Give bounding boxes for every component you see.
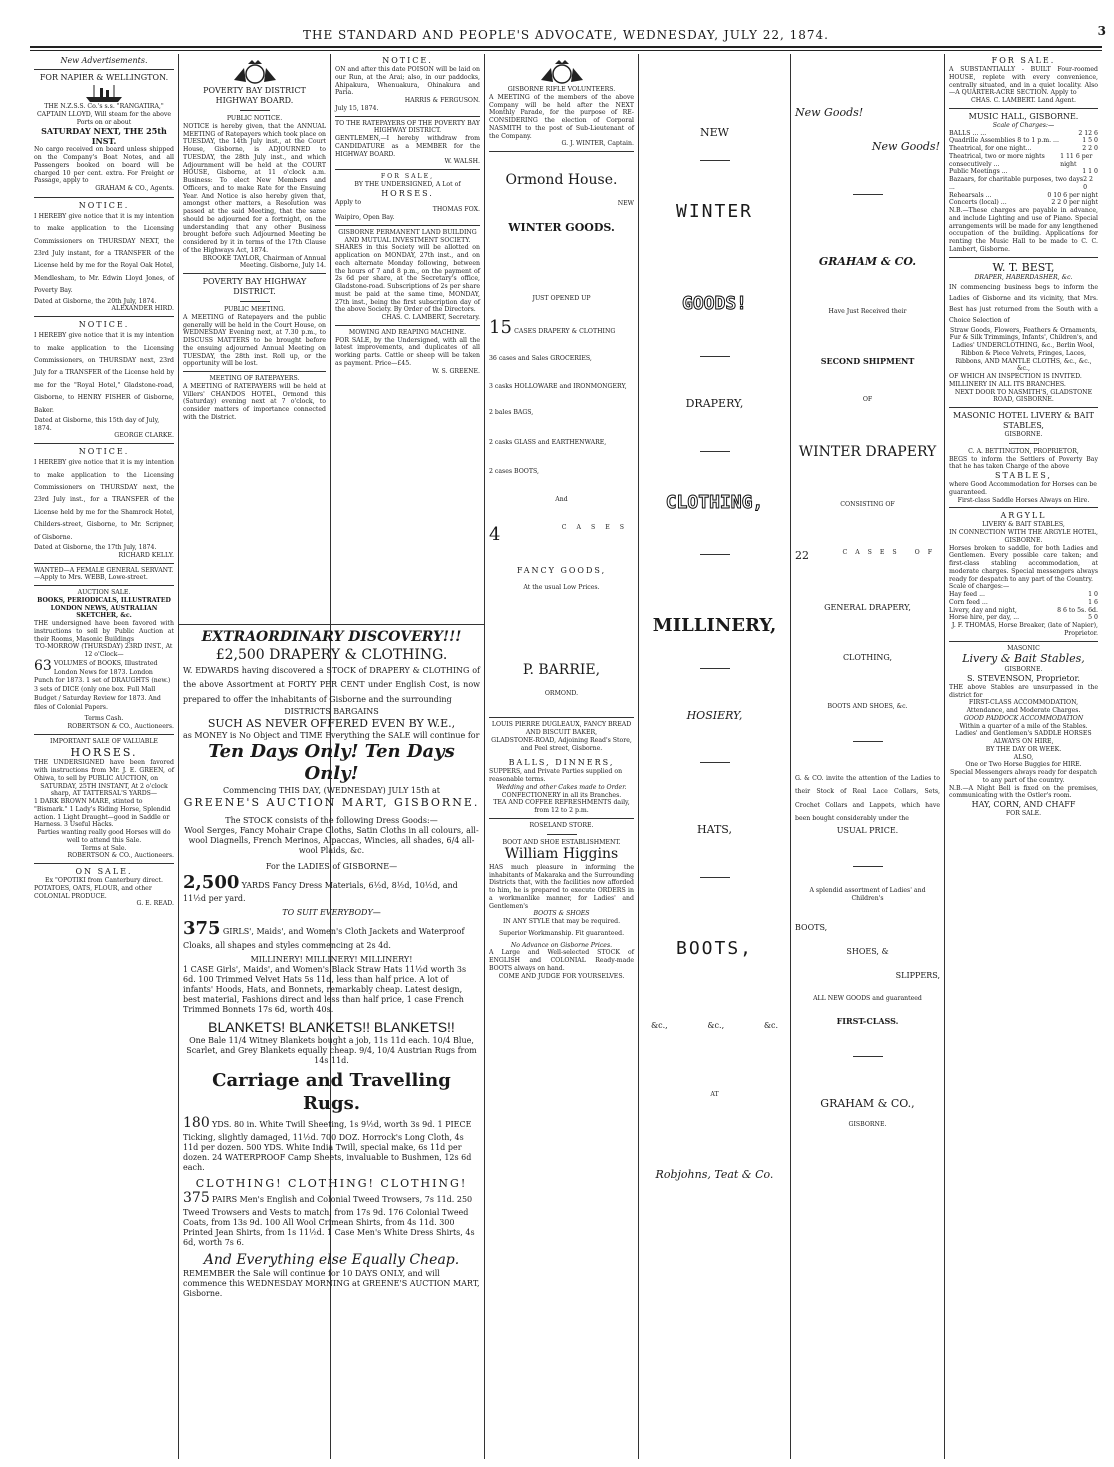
stevenson-special: Special Messengers always ready for despatch to any part of the country. [949, 769, 1097, 784]
horses-terms: Terms at Sale. [81, 844, 127, 852]
notice-title: NOTICE. [78, 320, 130, 330]
graham-of: OF [862, 396, 873, 403]
ad-case: 1 CASE Girls', Maids', and Women's Black Straw Hats 11½d worth 3s 6d. 100 Trimmed Velvet Hats 5s 11d, less than half price. A lot of infants' Hoods, Hats, and Bonnets, remarkably cheap. Latest design, best material, Fashions direct and less than half price, 1 case French Trimmed Bonnets 17s 6d, worth 40s. [183, 964, 467, 1014]
rtc-winter: WINTER [675, 200, 754, 222]
livery-title: Livery & Bait Stables, [962, 652, 1085, 666]
charge-price: 2 2 0 [1083, 176, 1093, 191]
argyll-sub: LIVERY & BAIT STABLES, [982, 521, 1065, 529]
stevenson-paddock: GOOD PADDOCK ACCOMMODATION [963, 714, 1084, 722]
rtc-hosiery: HOSIERY, [686, 708, 743, 722]
horses-date: SATURDAY, 25TH INSTANT, At 2 o'clock sharp, AT TATTERSAL'S YARDS— [40, 782, 168, 798]
rtc-millinery: MILLINERY, [652, 615, 777, 636]
ad-mart: GREENE'S AUCTION MART, GISBORNE. [183, 795, 480, 809]
auction-body: THE undersigned have been favored with instructions to sell by Public Auction at their Rooms, Masonic Buildings [34, 620, 174, 643]
higgins-body: HAS much pleasure in informing the inhabitants of Makaraka and the Surrounding Districts that, with the facilities now afforded to him, he is prepared to execute ORDERS in a workmanlike manner, for Ladies' and Gentlemen's [489, 863, 634, 910]
lpd-confect: CONFECTIONERY in all its Branches. [501, 791, 622, 799]
auction-signature: ROBERTSON & CO., Auctioneers. [67, 723, 174, 731]
rtc-goods: GOODS! [681, 293, 748, 315]
ad-suit: TO SUIT EVERYBODY— [282, 908, 381, 918]
masonic-place: GISBORNE. [1004, 431, 1043, 439]
ad-heading: HORSES. [381, 188, 434, 198]
charge-price: 0 10 6 per night [1047, 191, 1098, 199]
notice-date: July 15, 1874. [335, 104, 379, 112]
rtc-clothing: CLOTHING, [665, 491, 764, 513]
bett-stables-body: where Good Accommodation for Horses can be guaranteed. [949, 481, 1097, 496]
notice-title: NOTICE. [382, 56, 433, 65]
charge-price: 1 0 [1088, 591, 1098, 599]
ad-yards: YARDS Fancy Dress Materials, 6½d, 8½d, 10½d, and 11½d per yard. [183, 880, 458, 904]
ormond-groceries: 36 cases and Sales GROCERIES, [489, 355, 592, 363]
roseland-sub: BOOT AND SHOE ESTABLISHMENT. [502, 838, 621, 846]
ormond-drapery: CASES DRAPERY & CLOTHING [514, 327, 616, 335]
sale-body: A SUBSTANTIALLY - BUILT Four-roomed HOUSE, replete with every convenience, centrally situated, and in a quiet locality. Also—A QUARTER-ACRE SECTION. Apply to [949, 66, 1098, 97]
stevenson-byday: BY THE DAY OR WEEK. [985, 745, 1062, 753]
horses-pre: IMPORTANT SALE OF VALUABLE [50, 737, 158, 745]
lpd-balls: BALLS, DINNERS, [508, 758, 615, 768]
ad-body: FOR SALE, by the Undersigned, with all the latest improvements, and duplicates of all working parts. Cattle or sheep will be taken as payment. Price—£45. [335, 336, 480, 367]
ad-title: POVERTY BAY HIGHWAY DISTRICT. [202, 277, 307, 296]
charge-price: 2 2 0 [1082, 145, 1098, 152]
charge-row [949, 137, 1098, 145]
notice-signature: HARRIS & FERGUSON. [404, 97, 480, 104]
argyll-signature: J. F. THOMAS, Horse Breaker, (late of Napier), Proprietor. [951, 622, 1098, 637]
ormond-winter-goods: WINTER GOODS. [508, 221, 615, 235]
music-title: MUSIC HALL, GISBORNE. [968, 111, 1079, 121]
auction-number: 63 [34, 657, 52, 674]
horses-signature: ROBERTSON & CO., Auctioneers. [67, 852, 174, 860]
ad-body: THE N.Z.S.S. Co.'s s.s. "RANGATIRA," CAPTAIN LLOYD, Will steam for the above Ports on or about [36, 103, 172, 126]
charge-row [949, 199, 1098, 207]
ad-body: A MEETING of the members of the above Company will be held after the NEXT Monthly Parade, for the purpose of RE-CONSIDERING the election of Corporal NASMITH to the post of Sub-Lieutenant of the Company. [489, 93, 634, 140]
onsale-body: POTATOES, OATS, FLOUR, and other COLONIAL PRODUCE. [34, 884, 152, 900]
graham-gisborne: GISBORNE. [848, 1121, 887, 1129]
ad-everything: And Everything else Equally Cheap. [203, 1251, 460, 1268]
stevenson-saddle: Ladies' and Gentlemen's SADDLE HORSES ALWAYS ON HIRE, [955, 730, 1092, 746]
column-3 [331, 56, 484, 626]
rtc-boots: BOOTS, [675, 938, 754, 959]
lpd-title: LOUIS PIERRE DUGLEAUX, FANCY BREAD AND BISCUIT BAKER, [491, 721, 632, 736]
hay-title: HAY, CORN, AND CHAFF [971, 800, 1076, 810]
notice-title: NOTICE. [78, 200, 130, 210]
ad-title: POVERTY BAY DISTRICT HIGHWAY BOARD. [203, 86, 306, 105]
sale-signature: CHAS. C. LAMBERT. Land Agent. [971, 97, 1076, 104]
lpd-suppers: SUPPERS, and Private Parties supplied on reasonable terms. [489, 768, 623, 783]
charge-row [949, 591, 1098, 599]
charge-price: 1 1 0 [1082, 168, 1098, 176]
notice-date: Dated at Gisborne, this 15th day of July, 1874. [34, 416, 160, 432]
graham-slippers: SLIPPERS, [895, 970, 940, 980]
auction-title: AUCTION SALE. [77, 589, 131, 597]
ormond-fancy: FANCY GOODS, [516, 566, 607, 576]
charge-item: Livery, day and night, [949, 606, 1017, 614]
charge-item: Quadrille Assemblies 8 to 1 p.m. ... [949, 137, 1059, 145]
ad-number: 2,500 [183, 871, 240, 893]
ad-blankets-body: One Bale 11/4 Witney Blankets bought a job, 11s 11d each. 10/4 Blue, Scarlet, and Grey Blankets equally cheap. 9/4, 10/4 Austrian Rugs from 14s 11d. [186, 1036, 477, 1066]
ad-date: SATURDAY NEXT, THE 25th INST. [41, 126, 167, 147]
charge-item: Bazaars, for charitable purposes, two days ... [949, 176, 1084, 191]
ad-remember: REMEMBER the Sale will continue for 10 DAYS ONLY, and will commence this WEDNESDAY MORNING at GREENE'S AUCTION MART, Gisborne. [183, 1269, 480, 1299]
graham-usual: USUAL PRICE. [836, 826, 899, 836]
auction-date: TO-MORROW (THURSDAY) 23RD INST., At 12 o'Clock— [35, 643, 173, 659]
bett-stables: STABLES, [995, 471, 1052, 481]
ad-title: FOR SALE, [380, 173, 435, 180]
ad-millinery: MILLINERY! MILLINERY! MILLINERY! [250, 954, 413, 964]
ad-body: A MEETING of Ratepayers and the public generally will be held in the Court House, on WEDNESDAY Evening next, at 7.30 p.m., to DISCUSS MATTERS to be brought before the ensuing adjourned Annual Meeting on TUESDAY, the 28th inst. Roll up, or the opportunity will be lost. [183, 313, 326, 368]
bett-name: C. A. BETTINGTON, PROPRIETOR, [968, 447, 1079, 455]
barrie-place: ORMOND. [544, 689, 579, 697]
graham-new-2: New Goods! [871, 139, 940, 153]
roseland-title: ROSELAND STORE. [529, 821, 594, 829]
horses-note: Parties wanting really good Horses will do well to attend this Sale. [37, 829, 171, 844]
wanted-ad: WANTED—A FEMALE GENERAL SERVANT.—Apply to Mrs. WEBB, Lowe-street. [34, 566, 174, 582]
higgins-style: IN ANY STYLE that may be required. [502, 918, 621, 925]
best-name: W. T. BEST, [992, 260, 1055, 274]
rtc-new: NEW [700, 126, 729, 139]
charge-item: BALLS ... ... [949, 129, 987, 137]
lpd-tea: TEA AND COFFEE REFRESHMENTS daily, from 12 to 2 p.m. [493, 799, 630, 814]
music-scale: Scale of Charges:— [992, 121, 1055, 129]
ad-title: FOR NAPIER & WELLINGTON. [39, 73, 169, 82]
newspaper-title: THE STANDARD AND PEOPLE'S ADVOCATE, WEDNESDAY, JULY 22, 1874. [302, 28, 829, 42]
lpd-wedding: Wedding and other Cakes made to Order. [496, 783, 627, 791]
auction-terms: Terms Cash. [84, 715, 124, 723]
rtc-etc: &c., [707, 1020, 725, 1030]
charge-item: Concerts (local) ... [949, 199, 1007, 207]
ad-text: No cargo received on board unless shipped on the Company's Boat Notes, and all Passengers booked on board will be charged 10 per cent. extra. For Freight or Passage, apply to [34, 146, 174, 185]
ad-stock: The STOCK consists of the following Dress Goods:— [225, 815, 438, 825]
notice-signature: GEORGE CLARKE. [114, 432, 174, 440]
ad-commencing: Commencing THIS DAY, (WEDNESDAY) JULY 15th at [223, 785, 440, 795]
barrie-name: P. BARRIE, [522, 662, 601, 678]
higgins-stock: A Large and Well-selected STOCK of ENGLISH and COLONIAL Ready-made BOOTS always on hand. [489, 949, 634, 972]
royal-crest-icon [537, 58, 587, 84]
horses-items: 1 DARK BROWN MARE, stinted to "Bismark." 1 Lady's Riding Horse, Splendid action. 1 Light Draught—good in Saddle or Harness. 3 Useful Hacks. [34, 798, 171, 829]
ad-yds: YDS. 80 in. White Twill Sheeting, 1s 9½d, worth 3s 9d. 1 PIECE Ticking, slightly damaged, 11½d. 700 DOZ. Horrock's Long Cloth, 4s 11d per dozen. 500 YDS. White India Twill, special make, 6s 11d per dozen. 24 WATERPROOF Camp Sheets, invaluable to Bushmen, 12s 6d each. [183, 1120, 472, 1172]
ad-pairs: PAIRS Men's English and Colonial Tweed Trowsers, 7s 11d. 250 Tweed Trowsers and Vests to match, from 17s 9d. 176 Colonial Tweed Coats, from 13s 9d. 100 All Wool Crimean Shirts, from 4s 11d. 300 Printed Jean Shirts, from 1s 11½d. 1 Case Men's White Dress Shirts, 4s 6d, worth 7s 6. [183, 1195, 475, 1247]
graham-boots: BOOTS AND SHOES, &c. [827, 702, 908, 710]
ad-subtitle: PUBLIC MEETING. [223, 306, 286, 313]
charge-item: Rehearsals ... [949, 191, 992, 199]
ad-apply: Apply to [335, 198, 362, 206]
notice-body: ON and after this date POISON will be laid on our Run, at the Arai; also, in our paddocks, Ahipakura, Whenuakura, Ohinakura and Paria. [335, 66, 480, 97]
best-millinery: MILLINERY IN ALL ITS BRANCHES. [949, 380, 1066, 388]
column-1 [30, 56, 178, 1456]
ad-money: as MONEY is No Object and TIME Everything the SALE will continue for [183, 730, 480, 740]
onsale-title: ON SALE. [75, 867, 133, 877]
charge-row [949, 599, 1098, 607]
charge-price: 1 11 6 per night [1060, 152, 1093, 168]
notice-body: I HEREBY give notice that it is my intention to make application to the Licensing Commissioners on THURSDAY next, the 23rd July inst., for a TRANSFER of the License held by me for the Shamrock Hotel, Childers-street, Gisborne, to Mr. Scripner, of Gisborne. [34, 459, 174, 541]
higgins-no-advance: No Advance on Gisborne Prices. [510, 941, 613, 949]
stevenson-accom: FIRST-CLASS ACCOMMODATION, [968, 699, 1079, 707]
column-4 [485, 56, 638, 1456]
column-5 [639, 56, 790, 1456]
charge-row [949, 614, 1098, 622]
royal-crest-icon [230, 58, 280, 84]
best-address: NEXT DOOR TO NASMITH'S, GLADSTONE ROAD, GISBORNE. [954, 388, 1093, 404]
ad-signature: GRAHAM & CO., Agents. [95, 185, 174, 192]
best-body: IN commencing business begs to inform the Ladies of Gisborne and its vicinity, that Mrs. Best has just returned from the South with a Choice Selection of [949, 284, 1098, 325]
rtc-at: AT [710, 1090, 719, 1098]
ad-body: SHARES in this Society will be allotted on application on MONDAY, 27th inst., and on each alternate Monday following, between the hours of 7 and 8 p.m., on the payment of 2s 6d per share, at the Secretary's office, Gladstone-road. Subscriptions of 2s per share must be paid at the same time, MONDAY, 27th inst., being the first subscription day of the above Society. By Order of the Directors. [335, 244, 480, 314]
ad-ladies: For the LADIES of GISBORNE— [265, 861, 398, 871]
ad-body: GENTLEMEN,—I hereby withdraw from CANDIDATURE as a MEMBER for the HIGHWAY BOARD. [335, 135, 480, 158]
charge-price: 1 5 0 [1082, 137, 1098, 145]
graham-attention: G. & CO. invite the attention of the Ladies to their Stock of Real Lace Collars, Sets, Crochet Collars and Lappets, which have been bought considerably under the [795, 774, 940, 823]
graham-guaranteed: ALL NEW GOODS and guaranteed [813, 994, 922, 1002]
stevenson-night: N.B.—A Night Bell is fixed on the premises, communicating with the Ostler's room. [949, 784, 1098, 800]
ad-title: GISBORNE RIFLE VOLUNTEERS. [507, 86, 616, 93]
onsale-signature: G. E. READ. [136, 900, 174, 908]
ad-title: MOWING AND REAPING MACHINE. [348, 328, 467, 336]
ad-signature: W. WALSH. [444, 158, 480, 166]
ad-headline: EXTRAORDINARY DISCOVERY!!! [201, 629, 462, 645]
charge-row [949, 176, 1098, 192]
higgins-superior: Superior Workmanship. Fit guaranteed. [498, 929, 625, 937]
masonic-title: MASONIC HOTEL LIVERY & BAIT STABLES, [953, 411, 1094, 431]
ad-girls: GIRLS', Maids', and Women's Cloth Jackets and Waterproof Cloaks, all shapes and styles commencing at 2s 4d. [183, 927, 465, 950]
top-rule [30, 46, 1102, 48]
higgins-boots: BOOTS & SHOES [533, 910, 590, 918]
ad-title: GISBORNE PERMANENT LAND BUILDING AND MUTUAL INVESTMENT SOCIETY. [338, 228, 477, 244]
ad-number: 375 [183, 1190, 210, 1207]
ormond-title: Ormond House. [505, 172, 618, 188]
graham-shoes: SHOES, & [846, 946, 889, 956]
graham-name-2: GRAHAM & CO., [820, 1097, 915, 1111]
ormond-cases: CASES [561, 523, 634, 531]
ormond-bales: 2 bales BAGS, [489, 408, 534, 416]
steamship-icon [84, 83, 124, 103]
best-inspect: OF WHICH AN INSPECTION IS INVITED. [949, 373, 1082, 381]
ad-body: NOTICE is hereby given, that the ANNUAL MEETING of Ratepayers which took place on TUESDAY, the 14th July inst., at the Court House, Gisborne, is ADJOURNED to TUESDAY, the 28th July inst., and which Adjournment will be held at the COURT HOUSE, Gisborne, at 11 o'clock a.m. Business: To elect New Members and Officers, and to make Rate for the Ensuing Year. And Notice is also hereby given that, amongst other matters, a Resolution was passed at the said Meeting, that the same should be adjourned for a fortnight, on the understanding that any other Business brought before such Adjourned Meeting be considered by it in terms of the 17th Clause of the Highways Act, 1874. [183, 122, 326, 254]
graham-consisting: CONSISTING OF [840, 501, 895, 509]
charge-price: 2 2 0 per night [1051, 199, 1098, 207]
charge-row [949, 130, 1098, 138]
notice-date: Dated at Gisborne, the 17th July, 1874. [34, 544, 157, 552]
notice-signature: ALEXANDER HIRD. [111, 305, 174, 313]
ad-number: 180 [183, 1115, 210, 1132]
sale-title: FOR SALE. [991, 56, 1056, 65]
ad-blankets: BLANKETS! BLANKETS!! BLANKETS!! [208, 1018, 455, 1035]
column-6 [791, 56, 944, 1456]
ad-bargains: DISTRICTS BARGAINS [284, 707, 379, 717]
stevenson-buggies: One or Two Horse Buggies for HIRE. [965, 761, 1082, 769]
ad-body: A MEETING of RATEPAYERS will be held at Villers' CHANDOS HOTEL, Ormond this (Saturday) evening next at 7 o'clock, to consider matters of importance connected with the District. [183, 382, 326, 421]
rtc-drapery: DRAPERY, [685, 396, 744, 410]
onsale-sub: Ex "OPOTIKI from Canterbury direct. [45, 877, 163, 885]
auction-items: VOLUMES of BOOKS, Illustrated London News for 1873. London Punch for 1873. 1 set of DRAUGHTS (new.) 3 sets of DICE (only one box. Full Mall Budget / Saturday Review for 1873. And files of Colonial Papers. [34, 659, 171, 711]
ad-title: MEETING OF RATEPAYERS. [209, 375, 300, 382]
ormond-opened: JUST OPENED UP [532, 295, 591, 302]
ad-signature: CHAS. C. LAMBERT, Secretary. [381, 314, 480, 321]
edwards-drapery-ad [179, 624, 484, 1454]
charge-item: Theatrical, for one night... [949, 145, 1032, 152]
charge-price: 2 12 6 [1078, 129, 1098, 137]
graham-general: GENERAL DRAPERY, [824, 602, 911, 612]
livery-place: GISBORNE. [1004, 666, 1043, 674]
ad-subtitle: PUBLIC NOTICE. [226, 115, 283, 122]
ormond-hollow: 3 casks HOLLOWARE and IRONMONGERY, [489, 383, 627, 390]
notice-body: I HEREBY give notice that it is my intention to make application to the Licensing Commissioners, on THURSDAY next, 23rd July for a TRANSFER of the License held by me for the "Royal Hotel," Gladstone-road, Gisborne, to HENRY FISHER of Gisborne, Baker. [34, 332, 174, 414]
charge-item: Corn feed ... [949, 598, 988, 606]
auction-head: BOOKS, PERIODICALS, ILLUSTRATED LONDON NEWS, AUSTRALIAN SKETCHER, &c. [37, 596, 171, 620]
charge-row [949, 192, 1098, 200]
ormond-new: NEW [617, 199, 634, 207]
graham-name: GRAHAM & CO. [818, 254, 917, 268]
ad-number: 375 [183, 918, 221, 940]
stevenson-paddock-sub: Within a quarter of a mile of the Stables. [959, 722, 1088, 730]
ormond-and: And [555, 496, 568, 503]
notice-body: I HEREBY give notice that it is my intention to make application to the Licensing Commissioners on THURSDAY NEXT, the 23rd July instant, for a TRANSFER of the License held by me for the Royal Oak Hotel, Mendlesham, to Mr. Edwin Lloyd Jones, of Poverty Bay. [34, 212, 174, 295]
ad-signature: G. J. WINTER, Captain. [561, 140, 634, 148]
ad-headline-2: £2,500 DRAPERY & CLOTHING. [215, 646, 448, 663]
ship-ad [34, 83, 174, 193]
best-sub: DRAPER, HABERDASHER, &c. [974, 274, 1073, 282]
page-number: 3 [1097, 24, 1106, 38]
rtc-hats: HATS, [697, 823, 732, 837]
music-charges-list [949, 130, 1098, 208]
graham-number: 22 [795, 549, 809, 562]
notice-title: NOTICE. [78, 447, 130, 457]
ormond-number: 4 [489, 523, 501, 545]
graham-winter: WINTER DRAPERY [798, 443, 937, 460]
horses-body: THE UNDERSIGNED have been favored with instructions from Mr. J. E. GREEN, of Ohiwa, to sell by PUBLIC AUCTION, on [34, 759, 174, 782]
music-note: N.B.—These charges are payable in advance, and include Lighting and use of Piano. Special arrangements will be made for any lengthened occupation of the building. Applications for renting the Music Hall to be made to C. C. Lambert, Gisborne. [949, 207, 1098, 253]
column-7 [945, 56, 1102, 1456]
horses-title: HORSES. [70, 745, 138, 759]
argyll-charges-list [949, 591, 1098, 622]
graham-splendid: A splendid assortment of Ladies' and Children's [809, 887, 926, 902]
graham-boots2: BOOTS, [795, 922, 828, 932]
stevenson-name: S. STEVENSON, Proprietor. [967, 673, 1080, 683]
stevenson-attend: Attendance, and Moderate Charges. [966, 707, 1081, 715]
rtc-etc: &c., [651, 1020, 668, 1030]
argyll-title: ARGYLL [1000, 511, 1047, 521]
ad-intro: W. EDWARDS having discovered a STOCK of DRAPERY & CLOTHING of the above Assortment at FORTY PER CENT under English Cost, is now prepared to offer the inhabitants of Gisborne and the surrounding [183, 666, 480, 704]
best-items: Straw Goods, Flowers, Feathers & Ornaments, Fur & Silk Trimmings, Infants', Children's, and Ladies' UNDERCLOTHING, &c., Berlin Wool, Ribbon & Piece Velvets, Fringes, Laces, Ribbons, AND MANTLE CLOTHS, &c., &c., &c., [949, 326, 1098, 373]
graham-received: Have Just Received their [828, 308, 907, 316]
notice-signature: RICHARD KELLY. [118, 551, 174, 559]
bett-first-class: First-class Saddle Horses Always on Hire. [957, 496, 1090, 504]
charge-row [949, 168, 1098, 176]
charge-item: Public Meetings ... [949, 168, 1008, 176]
column-2 [179, 56, 330, 626]
ad-signature: W. S. GREENE. [432, 367, 480, 375]
charge-row [949, 145, 1098, 153]
argyll-scale: Scale of charges:— [949, 583, 1010, 591]
graham-clothing: CLOTHING, [842, 652, 893, 662]
ad-clothing: CLOTHING! CLOTHING! CLOTHING! [195, 1176, 468, 1190]
charge-row [949, 607, 1098, 615]
ad-place: Waipiro, Open Bay. [335, 214, 395, 221]
ad-signature: BROOKE TAYLOR, Chairman of Annual Meeting. Gisborne, July 14. [202, 254, 326, 270]
rtc-etc: &c. [763, 1020, 778, 1030]
ormond-usual: At the usual Low Prices. [523, 584, 600, 592]
charge-item: Theatrical, two or more nights consecutively ... [949, 152, 1045, 168]
charge-price: 1 6 [1088, 598, 1098, 606]
graham-first: FIRST-CLASS. [836, 1016, 899, 1027]
higgins-name: William Higgins [504, 846, 619, 863]
ad-body: BY THE UNDERSIGNED, A Lot of [354, 180, 461, 188]
ad-title: TO THE RATEPAYERS OF THE POVERTY BAY HIGHWAY DISTRICT. [335, 119, 480, 135]
higgins-come: COME AND JUDGE FOR YOURSELVES. [498, 972, 625, 980]
charge-item: Hay feed ... [949, 591, 985, 599]
hay-sale: FOR SALE. [1005, 810, 1042, 818]
stevenson-body: THE above Stables are unsurpassed in the district for [949, 683, 1098, 699]
ad-signature: THOMAS FOX. [432, 206, 480, 214]
notice-date: Dated at Gisborne, the 20th July, 1874. [34, 297, 157, 305]
graham-second: SECOND SHIPMENT [820, 356, 915, 366]
stevenson-also: ALSO, [1013, 753, 1034, 761]
lpd-address: GLADSTONE-ROAD, Adjoining Read's Store, and Peel street, Gisborne. [491, 736, 632, 752]
ad-never: SUCH AS NEVER OFFERED EVEN BY W.E., [207, 717, 456, 731]
charge-item: Horse hire, per day, ... [949, 614, 1020, 622]
ad-stock-list: Wool Serges, Fancy Mohair Crape Cloths, Satin Cloths in all colours, all-wool Diagnells, French Merinos, Alpaccas, Wincies, all shades, 6/4 all-wool Plaids, &c. [184, 825, 479, 855]
charge-price: 5 0 [1088, 614, 1098, 622]
charge-price: 8 6 to 5s. 6d. [1057, 606, 1098, 614]
argyll-body: Horses broken to saddle, for both Ladies and Gentlemen. Every possible care taken; and first-class stabling accommodation, at moderate charges. Special messengers always ready for despatch to any part of the Country. [949, 544, 1098, 583]
rtc-robjohns: Robjohns, Teat & Co. [655, 1168, 774, 1182]
ad-carriage: Carriage and Travelling Rugs. [212, 1070, 451, 1114]
masonic2-title: MASONIC [1007, 644, 1040, 652]
graham-new-1: New Goods! [795, 106, 864, 119]
ormond-number: 15 [489, 316, 512, 338]
ormond-boots: 2 cases BOOTS, [489, 468, 539, 476]
section-header: New Advertisements. [60, 56, 148, 65]
top-rule-thin [30, 50, 1102, 51]
charge-row [949, 153, 1098, 169]
argyll-conn: IN CONNECTION WITH THE ARGYLE HOTEL, GISBORNE. [949, 529, 1098, 544]
ad-ten-days: Ten Days Only! Ten Days Only! [208, 740, 455, 785]
ormond-crates: 2 casks GLASS and EARTHENWARE, [489, 438, 607, 446]
graham-cases: CASES OF [842, 549, 940, 556]
bett-body: BEGS to inform the Settlers of Poverty Bay that he has taken Charge of the above [949, 455, 1098, 471]
